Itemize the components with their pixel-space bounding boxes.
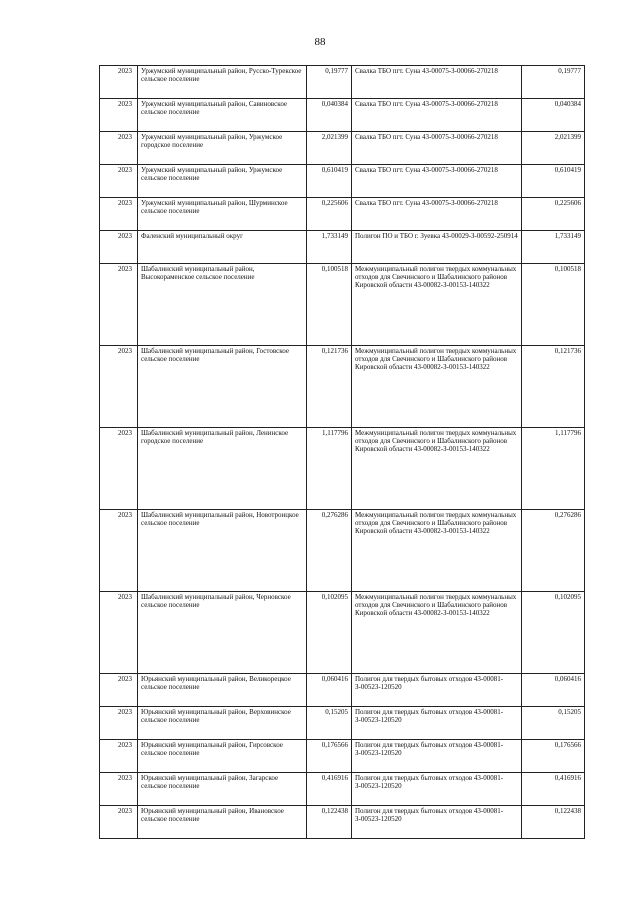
volume-total-cell: 0,060416: [522, 674, 585, 707]
municipality-cell: Юрьянский муниципальный район, Великорецкое сельское поселение: [138, 674, 307, 707]
year-cell: 2023: [100, 592, 138, 674]
disposal-site-cell: Полигон ПО и ТБО г. Зуевка 43-00029-З-00592-250914: [352, 231, 522, 264]
year-cell: 2023: [100, 165, 138, 198]
disposal-site-cell: Свалка ТБО пгт. Суна 43-00075-З-00066-270218: [352, 99, 522, 132]
year-cell: 2023: [100, 707, 138, 740]
municipality-cell: Юрьянский муниципальный район, Загарское сельское поселение: [138, 773, 307, 806]
volume-total-cell: 0,040384: [522, 99, 585, 132]
table-row: [100, 773, 585, 806]
table-row: [100, 346, 585, 428]
table-row: [100, 428, 585, 510]
municipality-cell: Шабалинский муниципальный район, Высокораменское сельское поселение: [138, 264, 307, 346]
year-cell: 2023: [100, 99, 138, 132]
municipality-cell: Юрьянский муниципальный район, Ивановское сельское поселение: [138, 806, 307, 839]
disposal-site-cell: Межмуниципальный полигон твердых коммунальных отходов для Свечинского и Шабалинского районов Кировской области 43-00082-З-00153-140322: [352, 592, 522, 674]
volume-cell: 0,416916: [307, 773, 352, 806]
municipality-cell: Уржумский муниципальный район, Уржумское городское поселение: [138, 132, 307, 165]
volume-total-cell: 2,021399: [522, 132, 585, 165]
volume-cell: 2,021399: [307, 132, 352, 165]
table-row: [100, 707, 585, 740]
volume-cell: 0,102095: [307, 592, 352, 674]
year-cell: 2023: [100, 510, 138, 592]
municipality-cell: Шабалинский муниципальный район, Новотроицкое сельское поселение: [138, 510, 307, 592]
volume-total-cell: 1,117796: [522, 428, 585, 510]
municipality-cell: Уржумский муниципальный район, Русско-Турекское сельское поселение: [138, 66, 307, 99]
disposal-site-cell: Свалка ТБО пгт. Суна 43-00075-З-00066-270218: [352, 165, 522, 198]
volume-cell: 0,176566: [307, 740, 352, 773]
volume-cell: 0,122438: [307, 806, 352, 839]
table-row: [100, 740, 585, 773]
year-cell: 2023: [100, 674, 138, 707]
table-row: [100, 165, 585, 198]
year-cell: 2023: [100, 66, 138, 99]
disposal-site-cell: Межмуниципальный полигон твердых коммунальных отходов для Свечинского и Шабалинского районов Кировской области 43-00082-З-00153-140322: [352, 510, 522, 592]
municipality-cell: Уржумский муниципальный район, Уржумское сельское поселение: [138, 165, 307, 198]
volume-cell: 0,121736: [307, 346, 352, 428]
volume-total-cell: 0,276286: [522, 510, 585, 592]
year-cell: 2023: [100, 773, 138, 806]
table-row: [100, 132, 585, 165]
volume-total-cell: 1,733149: [522, 231, 585, 264]
volume-total-cell: 0,176566: [522, 740, 585, 773]
year-cell: 2023: [100, 132, 138, 165]
volume-total-cell: 0,19777: [522, 66, 585, 99]
volume-cell: 0,040384: [307, 99, 352, 132]
waste-volume-table: [99, 65, 585, 839]
table-row: [100, 264, 585, 346]
volume-total-cell: 0,225606: [522, 198, 585, 231]
table-row: [100, 99, 585, 132]
municipality-cell: Уржумский муниципальный район, Савиновское сельское поселение: [138, 99, 307, 132]
volume-cell: 0,19777: [307, 66, 352, 99]
municipality-cell: Шабалинский муниципальный район, Гостовское сельское поселение: [138, 346, 307, 428]
year-cell: 2023: [100, 264, 138, 346]
table-row: [100, 806, 585, 839]
year-cell: 2023: [100, 346, 138, 428]
volume-total-cell: 0,15205: [522, 707, 585, 740]
year-cell: 2023: [100, 806, 138, 839]
disposal-site-cell: Полигон для твердых бытовых отходов 43-00081-З-00523-120520: [352, 806, 522, 839]
disposal-site-cell: Межмуниципальный полигон твердых коммунальных отходов для Свечинского и Шабалинского районов Кировской области 43-00082-З-00153-140322: [352, 346, 522, 428]
municipality-cell: Уржумский муниципальный район, Шурминское сельское поселение: [138, 198, 307, 231]
municipality-cell: Шабалинский муниципальный район, Черновское сельское поселение: [138, 592, 307, 674]
volume-total-cell: 0,122438: [522, 806, 585, 839]
disposal-site-cell: Свалка ТБО пгт. Суна 43-00075-З-00066-270218: [352, 66, 522, 99]
page-number: 88: [314, 36, 326, 48]
table-body: [100, 66, 585, 839]
table-row: [100, 198, 585, 231]
table-row: [100, 592, 585, 674]
volume-cell: 0,060416: [307, 674, 352, 707]
year-cell: 2023: [100, 231, 138, 264]
table-row: [100, 66, 585, 99]
volume-cell: 0,610419: [307, 165, 352, 198]
disposal-site-cell: Полигон для твердых бытовых отходов 43-00081-З-00523-120520: [352, 740, 522, 773]
volume-total-cell: 0,121736: [522, 346, 585, 428]
municipality-cell: Юрьянский муниципальный район, Гирсовское сельское поселение: [138, 740, 307, 773]
municipality-cell: Шабалинский муниципальный район, Ленинское городское поселение: [138, 428, 307, 510]
year-cell: 2023: [100, 428, 138, 510]
volume-total-cell: 0,100518: [522, 264, 585, 346]
disposal-site-cell: Полигон для твердых бытовых отходов 43-00081-З-00523-120520: [352, 674, 522, 707]
year-cell: 2023: [100, 740, 138, 773]
disposal-site-cell: Межмуниципальный полигон твердых коммунальных отходов для Свечинского и Шабалинского районов Кировской области 43-00082-З-00153-140322: [352, 428, 522, 510]
volume-total-cell: 0,416916: [522, 773, 585, 806]
disposal-site-cell: Свалка ТБО пгт. Суна 43-00075-З-00066-270218: [352, 198, 522, 231]
volume-cell: 0,225606: [307, 198, 352, 231]
table-row: [100, 674, 585, 707]
volume-total-cell: 0,610419: [522, 165, 585, 198]
table-row: [100, 510, 585, 592]
year-cell: 2023: [100, 198, 138, 231]
municipality-cell: Юрьянский муниципальный район, Верховинское сельское поселение: [138, 707, 307, 740]
disposal-site-cell: Полигон для твердых бытовых отходов 43-00081-З-00523-120520: [352, 773, 522, 806]
municipality-cell: Фаленский муниципальный округ: [138, 231, 307, 264]
volume-cell: 0,276286: [307, 510, 352, 592]
volume-total-cell: 0,102095: [522, 592, 585, 674]
volume-cell: 0,15205: [307, 707, 352, 740]
disposal-site-cell: Полигон для твердых бытовых отходов 43-00081-З-00523-120520: [352, 707, 522, 740]
table-row: [100, 231, 585, 264]
volume-cell: 1,117796: [307, 428, 352, 510]
volume-cell: 0,100518: [307, 264, 352, 346]
volume-cell: 1,733149: [307, 231, 352, 264]
disposal-site-cell: Свалка ТБО пгт. Суна 43-00075-З-00066-270218: [352, 132, 522, 165]
disposal-site-cell: Межмуниципальный полигон твердых коммунальных отходов для Свечинского и Шабалинского районов Кировской области 43-00082-З-00153-140322: [352, 264, 522, 346]
